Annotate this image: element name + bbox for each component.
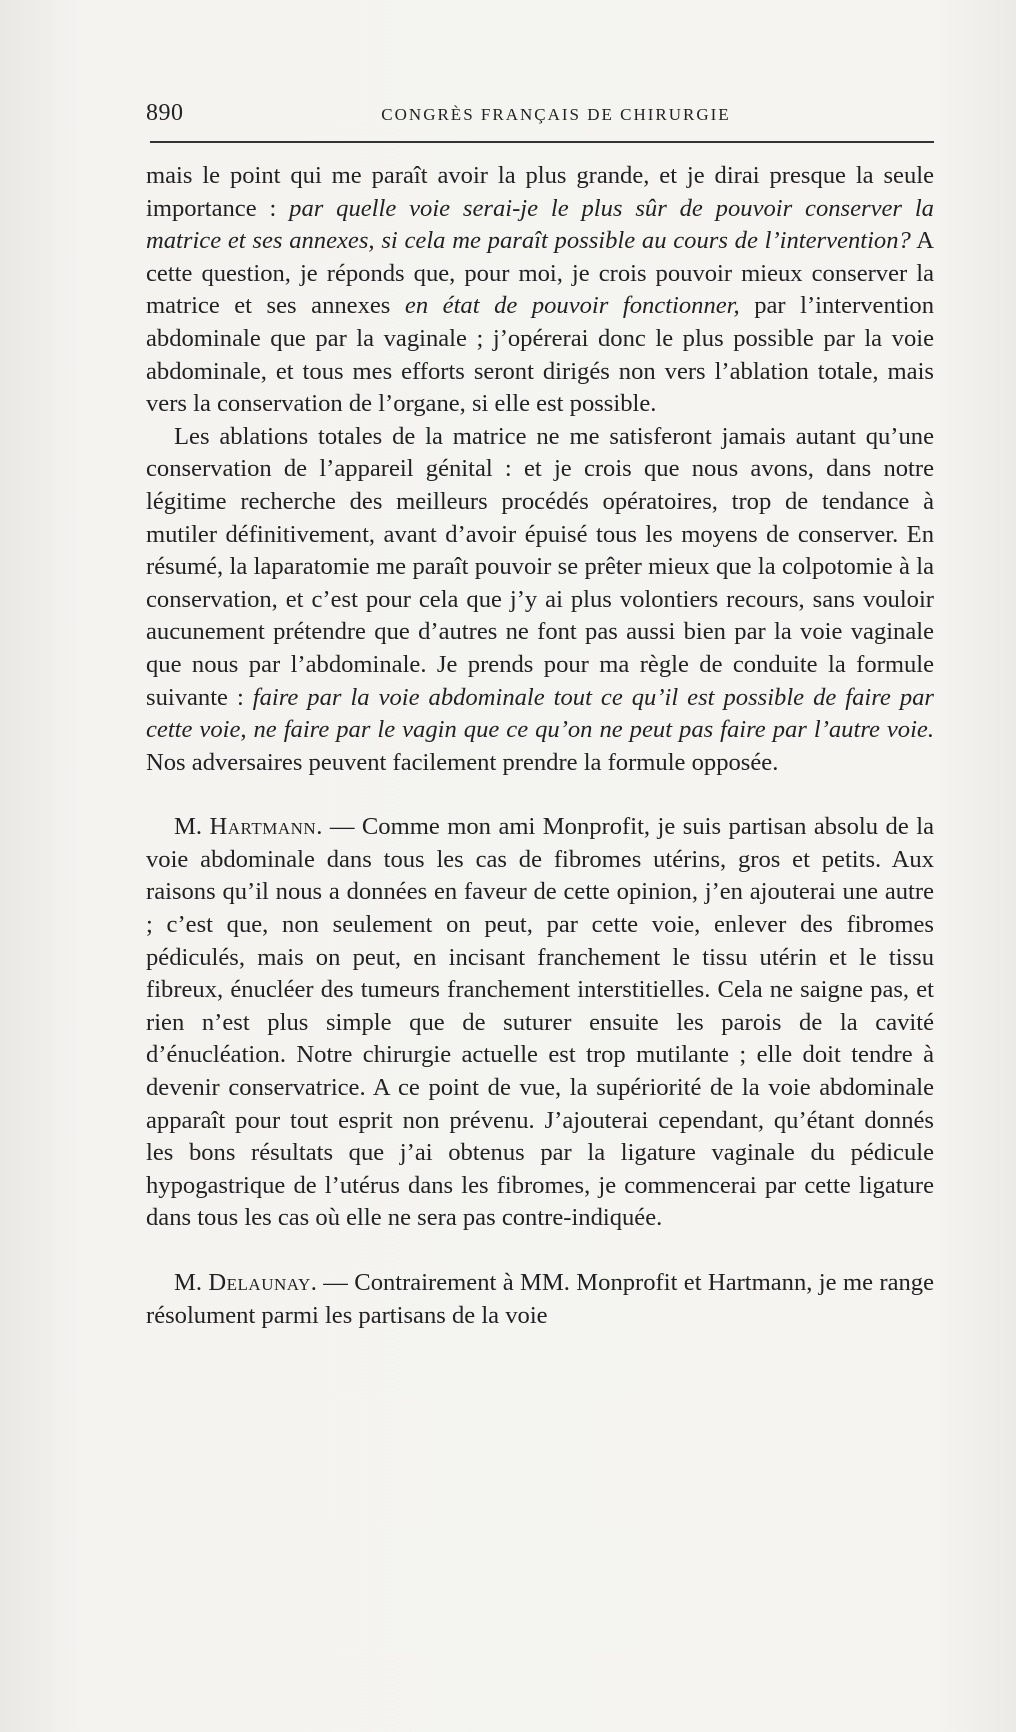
delaunay-text: . — Contrairement à MM. Monprofit et Hartmann, je me range résolument parmi les partisans de la voie bbox=[146, 1269, 934, 1329]
paragraph-1-italic-phrase: en état de pouvoir fonctionner, bbox=[404, 292, 740, 320]
paragraph-2-italic-formula: faire par la voie abdominale tout ce qu’il est possible de faire par cette voie, ne faire par le vagin que ce qu’on ne peut pas faire par l’autre voie. bbox=[146, 683, 934, 744]
hartmann-prefix: M. bbox=[174, 813, 210, 841]
paragraph-1-italic-question: par quelle voie serai-je le plus sûr de pouvoir conserver la matrice et ses annexes, si cela me paraît possible au cours de l’intervention? bbox=[146, 194, 934, 255]
page-number: 890 bbox=[146, 100, 184, 126]
hartmann-text: . — Comme mon ami Monprofit, je suis partisan absolu de la voie abdominale dans tous les cas de fibromes utérins, gros et petits. Aux raisons qu’il nous a données en faveur de cette opinion, j’en ajouterai une autre ; c’est que, non seulement on peut, par cette voie, enlever des fibromes pédiculés, mais on peut, en incisant franchement le tissu utérin et le tissu fibreux, énucléer des tumeurs franchement interstitielles. Cela ne saigne pas, et rien n’est plus simple que de suturer ensuite les parois de la cavité d’énucléation. Notre chirurgie actuelle est trop mutilante ; elle doit tendre à devenir conservatrice. A ce point de vue, la supériorité de la voie abdominale apparaît pour tout esprit non prévenu. J’ajouterai cependant, qu’étant donnés les bons résultats que j’ai obtenus par la ligature vaginale du pédicule hypogastrique de l’utérus dans les fibromes, je commencerai par cette ligature dans tous les cas où elle ne sera pas contre-indiquée. bbox=[146, 813, 934, 1232]
delaunay-prefix: M. bbox=[174, 1269, 209, 1296]
paragraph-1-text-a: mais le point qui me paraît avoir la plus grande, et je dirai presque la seule importance : bbox=[146, 162, 934, 222]
paragraph-1-text-c: A cette question, je réponds que, pour moi, je crois pouvoir mieux conserver la matrice et ses annexes bbox=[146, 227, 934, 320]
paragraph-delaunay bbox=[146, 1267, 934, 1332]
paragraph-2-text-c: Nos adversaires peuvent facilement prendre la formule opposée. bbox=[146, 748, 779, 776]
body-text bbox=[146, 160, 934, 1332]
speaker-hartmann: Hartmann bbox=[209, 813, 317, 841]
page-header bbox=[146, 100, 936, 130]
paragraph-2-text-a: Les ablations totales de la matrice ne me satisferont jamais autant qu’une conservation de l’appareil génital : et je crois que nous avons, dans notre légitime recherche des meilleurs procédés opératoires, trop de tendance à mutiler définitivement, avant d’avoir épuisé tous les moyens de conserver. En résumé, la laparatomie me paraît pouvoir se prêter mieux que la colpotomie à la conservation, et c’est pour cela que j’y ai plus volontiers recours, sans vouloir aucunement prétendre que d’autres ne font pas aussi bien par la voie vaginale que nous par l’abdominale. Je prends pour ma règle de conduite la formule suivante : bbox=[146, 422, 934, 711]
paragraph-1 bbox=[146, 160, 934, 421]
speaker-delaunay: Delaunay bbox=[208, 1269, 311, 1296]
paragraph-1-text-e: par l’intervention abdominale que par la vaginale ; j’opérerai donc le plus possible par la voie abdominale, et tous mes efforts seront dirigés non vers l’ablation totale, mais vers la conservation de l’organe, si elle est possible. bbox=[146, 292, 935, 418]
running-head: CONGRÈS FRANÇAIS DE CHIRURGIE bbox=[381, 105, 731, 124]
paragraph-2 bbox=[146, 421, 934, 780]
header-rule bbox=[150, 141, 934, 143]
paragraph-hartmann bbox=[146, 811, 934, 1235]
